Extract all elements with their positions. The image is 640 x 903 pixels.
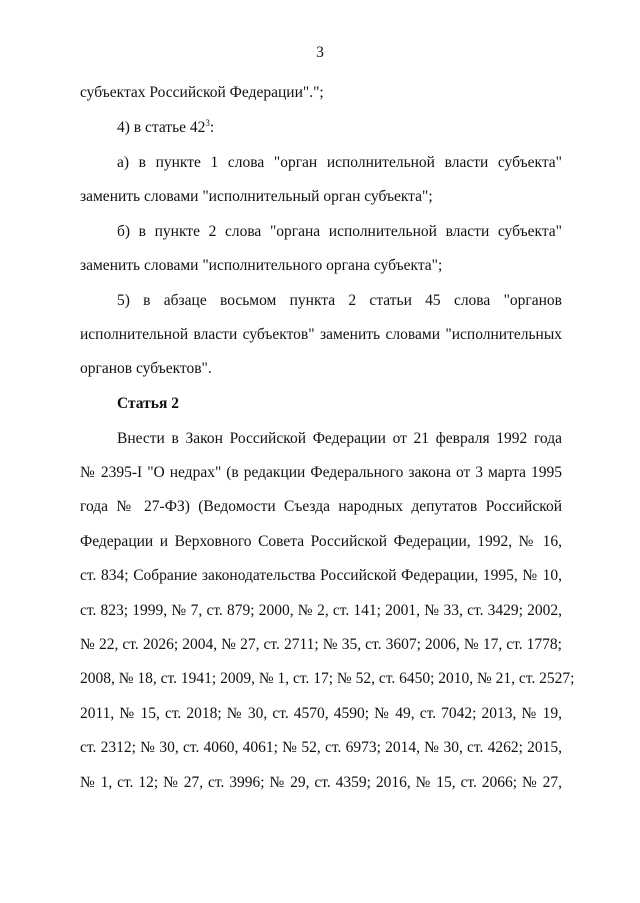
text-line: 5) в абзаце восьмом пункта 2 статьи 45 слова "органов [117, 292, 562, 309]
text-line: Внести в Закон Российской Федерации от 21 февраля 1992 года [117, 430, 562, 447]
text-line: № 2395-I "О недрах" (в редакции Федерального закона от 3 марта 1995 [80, 464, 562, 481]
text-line: органов субъектов". [80, 360, 212, 377]
text-line: а) в пункте 1 слова "орган исполнительной власти субъекта" [117, 154, 562, 171]
item-4-superscript: 3 [205, 117, 210, 128]
text-line: б) в пункте 2 слова "органа исполнительной власти субъекта" [117, 223, 562, 240]
text-line: заменить словами "исполнительного органа субъекта"; [80, 257, 443, 274]
text-line: заменить словами "исполнительный орган субъекта"; [80, 188, 433, 205]
text-line: года № 27-ФЗ) (Ведомости Съезда народных депутатов Российской [80, 498, 562, 515]
item-4-text: 4) в статье 42 [117, 119, 206, 136]
text-line: 2011, № 15, ст. 2018; № 30, ст. 4570, 4590; № 49, ст. 7042; 2013, № 19, [80, 705, 562, 722]
page-number: 3 [316, 44, 324, 61]
text-line: № 1, ст. 12; № 27, ст. 3996; № 29, ст. 4359; 2016, № 15, ст. 2066; № 27, [80, 774, 562, 791]
text-line: ст. 2312; № 30, ст. 4060, 4061; № 52, ст. 6973; 2014, № 30, ст. 4262; 2015, [80, 739, 562, 756]
text-line: ст. 823; 1999, № 7, ст. 879; 2000, № 2, ст. 141; 2001, № 33, ст. 3429; 2002, [80, 602, 562, 619]
text-line: субъектах Российской Федерации"."; [80, 84, 324, 101]
text-line: 2008, № 18, ст. 1941; 2009, № 1, ст. 17; № 52, ст. 6450; 2010, № 21, ст. 2527; [80, 670, 575, 687]
item-4-colon: : [209, 119, 215, 136]
text-line: исполнительной власти субъектов" заменить словами "исполнительных [80, 326, 562, 343]
text-line: Федерации и Верховного Совета Российской Федерации, 1992, № 16, [80, 533, 562, 550]
text-line: ст. 834; Собрание законодательства Российской Федерации, 1995, № 10, [80, 567, 562, 584]
article-heading: Статья 2 [117, 395, 179, 412]
text-line: № 22, ст. 2026; 2004, № 27, ст. 2711; № 35, ст. 3607; 2006, № 17, ст. 1778; [80, 636, 562, 653]
text-line-item-4 [117, 118, 562, 138]
